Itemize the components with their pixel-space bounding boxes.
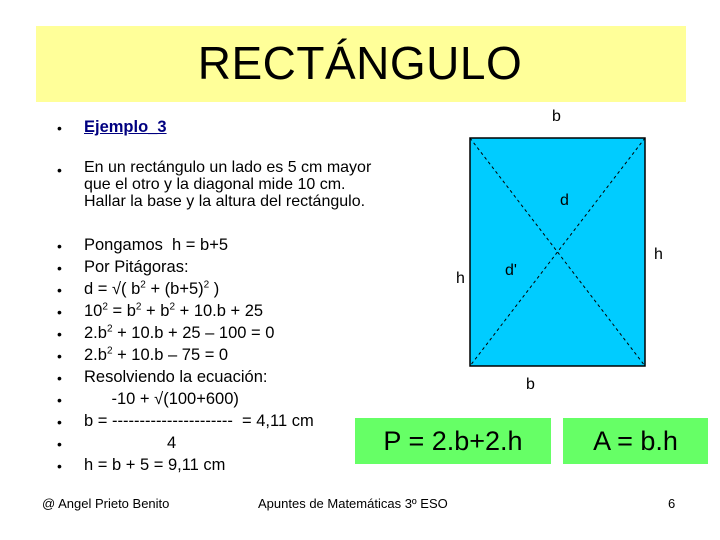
label-b-bottom: b — [526, 376, 535, 393]
bullet: • — [57, 458, 62, 474]
problem-line-2: que el otro y la diagonal mide 10 cm. — [84, 176, 346, 193]
bullet: • — [57, 260, 62, 276]
footer-page-number: 6 — [668, 496, 676, 511]
step-6: $2.b^2 + 10.b - 75 = 0$ — [84, 345, 229, 364]
footer-course: Apuntes de Matemáticas 3º ESO — [258, 496, 448, 511]
bullet: • — [57, 162, 62, 178]
bullet: • — [57, 120, 62, 136]
step-5: $2.b^2 + 10.b + 25 - 100 = 0$ — [84, 323, 275, 342]
problem-line-1: En un rectángulo un lado es 5 cm mayor — [84, 159, 372, 176]
step-2: Por Pitágoras: — [84, 258, 189, 276]
step-1: Pongamos h = b+5 — [84, 236, 229, 254]
label-h-right: h — [654, 246, 663, 263]
step-11: h = b + 5 = 9,11 cm — [84, 456, 226, 474]
bullet: • — [57, 326, 62, 342]
example-label[interactable]: Ejemplo_3 — [84, 118, 167, 136]
bullet: • — [57, 436, 62, 452]
bullet: • — [57, 370, 62, 386]
perimeter-formula: P = 2.b+2.h — [355, 418, 551, 464]
area-formula: A = b.h — [563, 418, 708, 464]
step-7: Resolviendo la ecuación: — [84, 368, 268, 386]
label-h-left: h — [456, 270, 465, 287]
bullet: • — [57, 282, 62, 298]
page-title: RECTÁNGULO — [197, 37, 523, 89]
step-8: -10 + √(100+600) — [84, 390, 239, 408]
step-3: d = √( $b^2 + (b+5)^2$ ) — [84, 279, 220, 298]
bullet: • — [57, 414, 62, 430]
bullet: • — [57, 392, 62, 408]
bullet: • — [57, 348, 62, 364]
step-10: 4 — [167, 434, 177, 452]
bullet: • — [57, 238, 62, 254]
problem-line-3: Hallar la base y la altura del rectángulo. — [84, 193, 366, 210]
step-9: b = ---------------------- = 4,11 cm — [84, 412, 314, 430]
footer-author: @ Angel Prieto Benito — [42, 496, 170, 511]
bullet: • — [57, 304, 62, 320]
step-4: $10^2 = b^2 + b^2 + 10.b + 25$ — [84, 301, 264, 320]
label-d-prime: d' — [505, 262, 517, 279]
label-b-top: b — [552, 108, 561, 125]
label-d: d — [560, 192, 569, 209]
